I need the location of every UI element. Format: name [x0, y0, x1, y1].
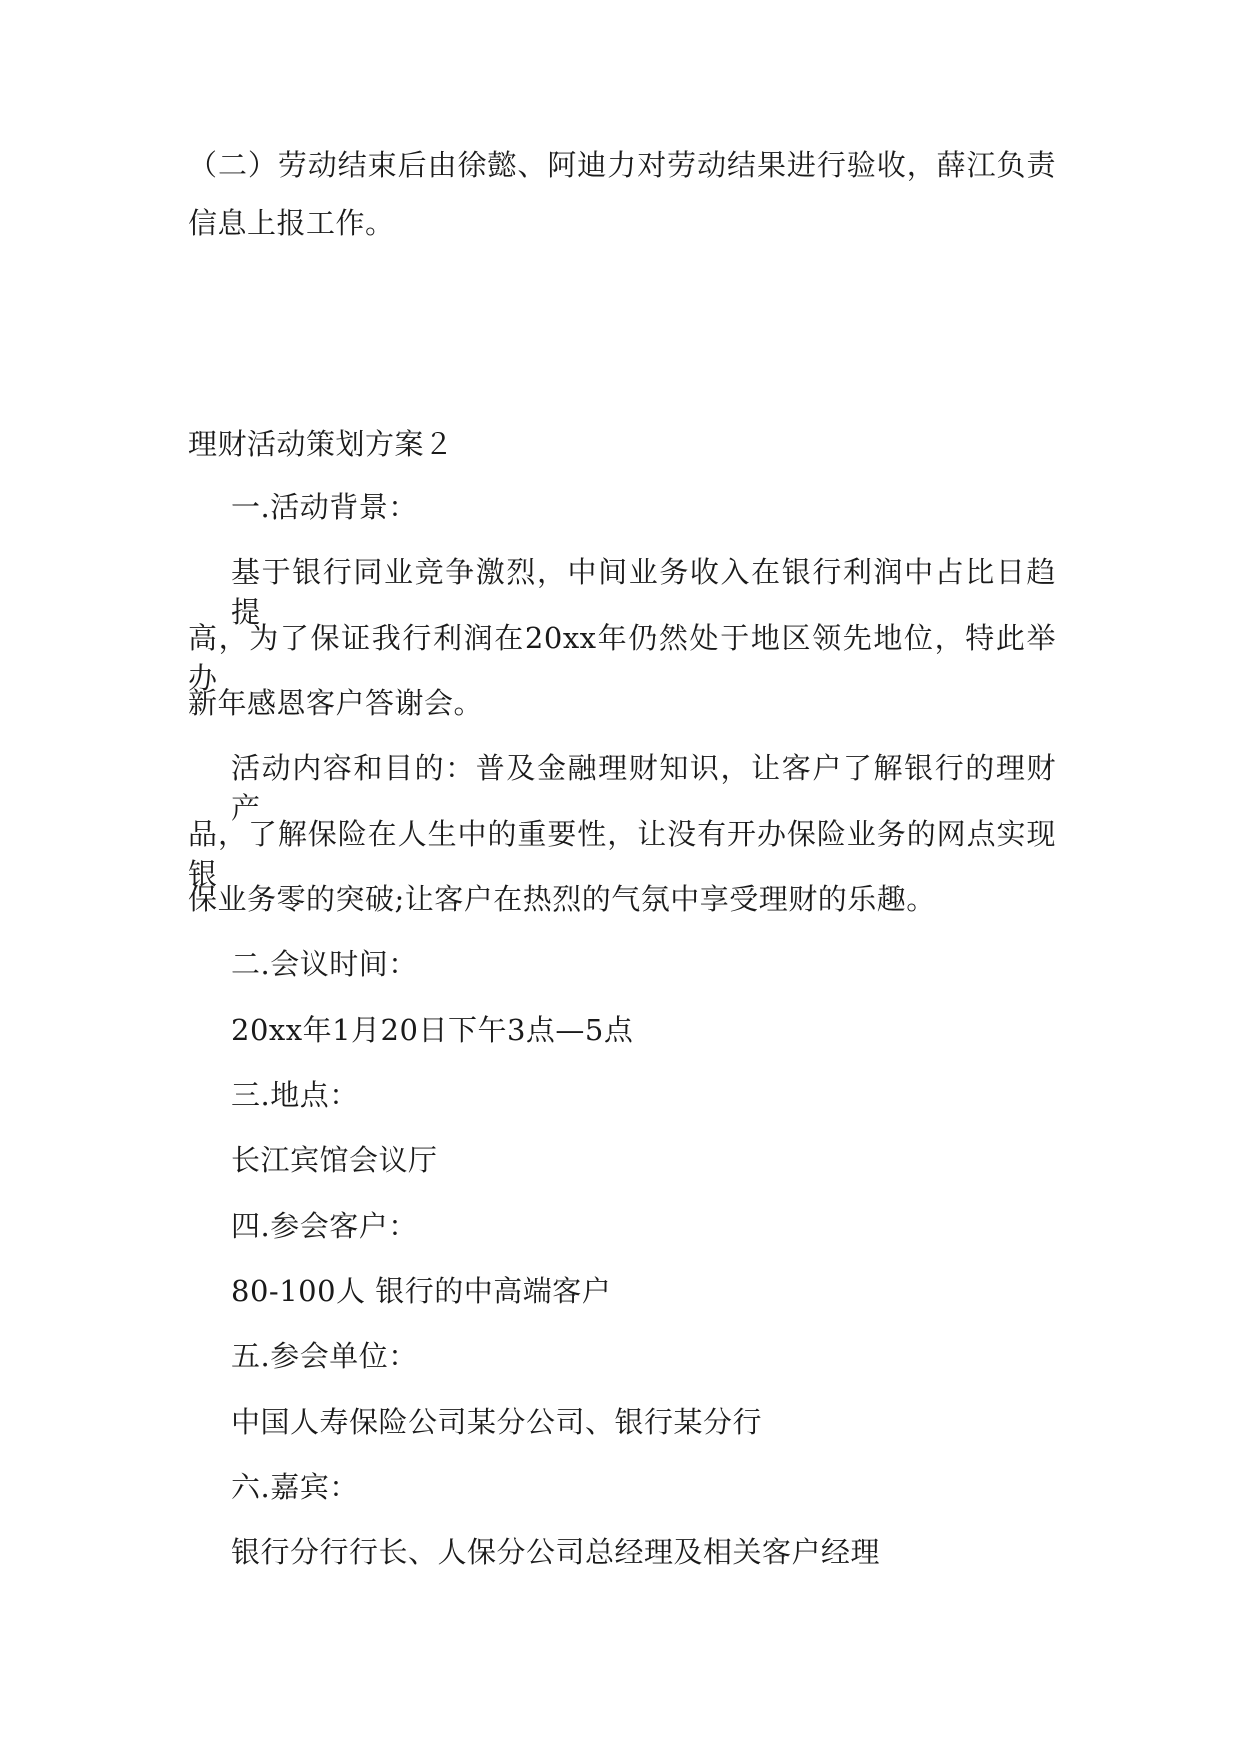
section-1-heading: 一.活动背景： — [231, 490, 418, 524]
intro-line-2: 信息上报工作。 — [188, 206, 395, 240]
background-para-line-1: 基于银行同业竞争激烈，中间业务收入在银行利润中占比日趋提 — [231, 555, 1056, 629]
attending-clients: 80-100人 银行的中高端客户 — [231, 1274, 612, 1308]
section-2-heading: 二.会议时间： — [231, 947, 418, 981]
guests: 银行分行行长、人保分公司总经理及相关客户经理 — [231, 1535, 881, 1569]
document-title: 理财活动策划方案２ — [188, 427, 454, 461]
intro-line-1: （二）劳动结束后由徐懿、阿迪力对劳动结果进行验收，薛江负责 — [188, 148, 1056, 182]
purpose-para-line-2: 品，了解保险在人生中的重要性，让没有开办保险业务的网点实现银 — [188, 817, 1056, 891]
attending-units: 中国人寿保险公司某分公司、银行某分行 — [231, 1405, 763, 1439]
meeting-location: 长江宾馆会议厅 — [231, 1143, 438, 1177]
purpose-para-line-3: 保业务零的突破;让客户在热烈的气氛中享受理财的乐趣。 — [188, 882, 936, 916]
purpose-para-line-1: 活动内容和目的：普及金融理财知识，让客户了解银行的理财产 — [231, 751, 1056, 825]
section-5-heading: 五.参会单位： — [231, 1339, 418, 1373]
section-3-heading: 三.地点： — [231, 1078, 359, 1112]
meeting-time: 20xx年1月20日下午3点—5点 — [231, 1013, 634, 1047]
section-6-heading: 六.嘉宾： — [231, 1470, 359, 1504]
background-para-line-2: 高，为了保证我行利润在20xx年仍然处于地区领先地位，特此举办 — [188, 621, 1056, 695]
background-para-line-3: 新年感恩客户答谢会。 — [188, 686, 484, 720]
section-4-heading: 四.参会客户： — [231, 1209, 418, 1243]
